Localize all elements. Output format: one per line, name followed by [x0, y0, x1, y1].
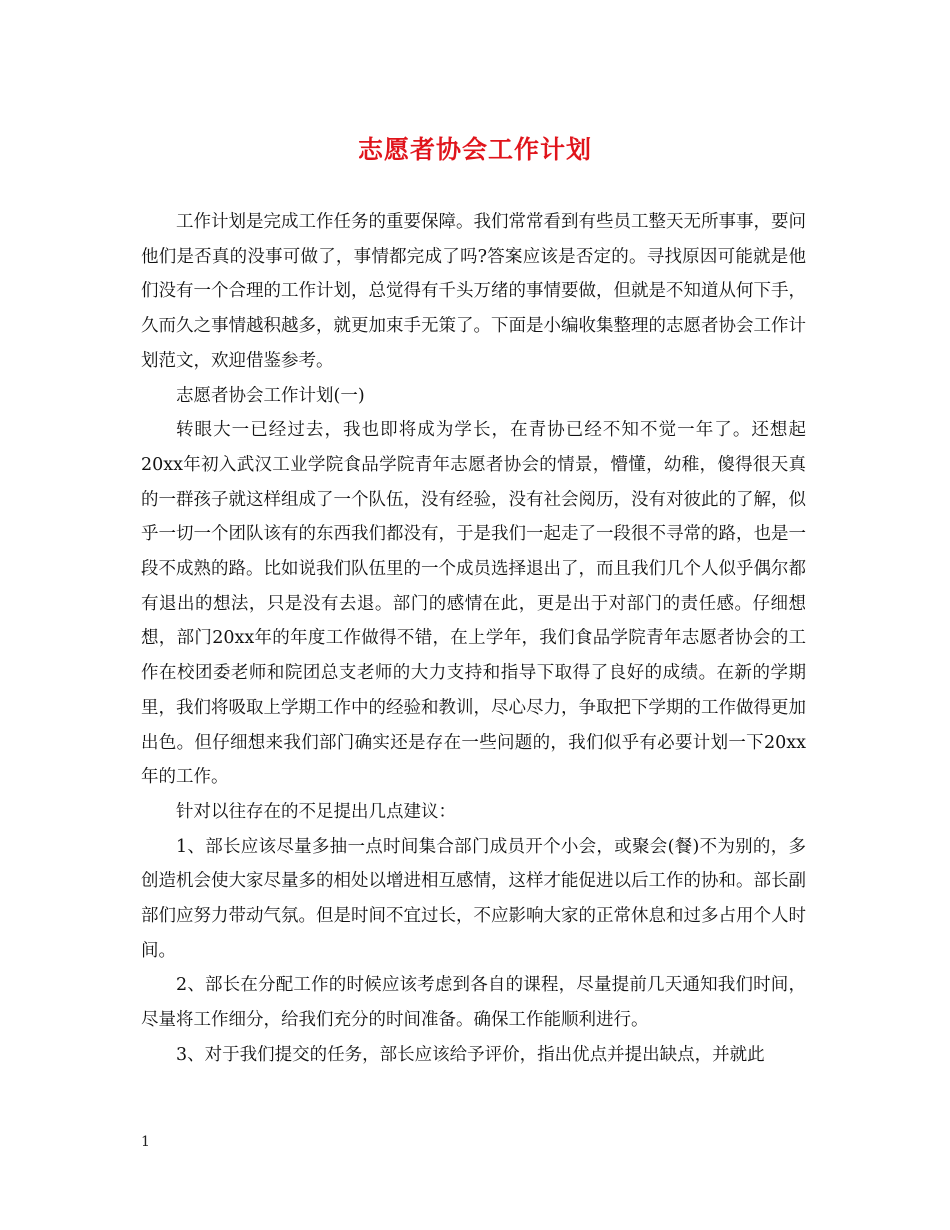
section-heading: 志愿者协会工作计划(一) [176, 385, 365, 406]
suggestion-item: 1、部长应该尽量多抽一点时间集合部门成员开个小会，或聚会(餐)不为别的，多创造机会使大家尽量多的相处以增进相互感情，这样才能促进以后工作的协和。部长副部们应努力带动气氛。但是时间不宜过长，不应影响大家的正常休息和过多占用个人时间。 [141, 836, 806, 961]
suggestion-item: 3、对于我们提交的任务，部长应该给予评价，指出优点并提出缺点，并就此 [176, 1044, 765, 1065]
document-title: 志愿者协会工作计划 [357, 135, 592, 164]
intro-paragraph: 工作计划是完成工作任务的重要保障。我们常常看到有些员工整天无所事事，要问他们是否真的没事可做了，事情都完成了吗?答案应该是否定的。寻找原因可能就是他们没有一个合理的工作计划，总觉得有千头万绪的事情要做，但就是不知道从何下手，久而久之事情越积越多，就更加束手无策了。下面是小编收集整理的志愿者协会工作计划范文，欢迎借鉴参考。 [141, 212, 806, 371]
page-number: 1 [141, 1134, 150, 1150]
suggestion-item: 2、部长在分配工作的时候应该考虑到各自的课程，尽量提前几天通知我们时间，尽量将工作细分，给我们充分的时间准备。确保工作能顺利进行。 [141, 975, 806, 1031]
document-body [141, 205, 806, 1073]
suggestions-intro: 针对以往存在的不足提出几点建议： [176, 801, 456, 822]
body-paragraph: 转眼大一已经过去，我也即将成为学长，在青协已经不知不觉一年了。还想起20xx年初入武汉工业学院食品学院青年志愿者协会的情景，懵懂，幼稚，傻得很天真的一群孩子就这样组成了一个队伍，没有经验，没有社会阅历，没有对彼此的了解，似乎一切一个团队该有的东西我们都没有，于是我们一起走了一段很不寻常的路，也是一段不成熟的路。比如说我们队伍里的一个成员选择退出了，而且我们几个人似乎偶尔都有退出的想法，只是没有去退。部门的感情在此，更是出于对部门的责任感。仔细想想，部门20xx年的年度工作做得不错，在上学年，我们食品学院青年志愿者协会的工作在校团委老师和院团总支老师的大力支持和指导下取得了良好的成绩。在新的学期里，我们将吸取上学期工作中的经验和教训，尽心尽力，争取把下学期的工作做得更加出色。但仔细想来我们部门确实还是存在一些问题的，我们似乎有必要计划一下20xx年的工作。 [141, 420, 806, 788]
